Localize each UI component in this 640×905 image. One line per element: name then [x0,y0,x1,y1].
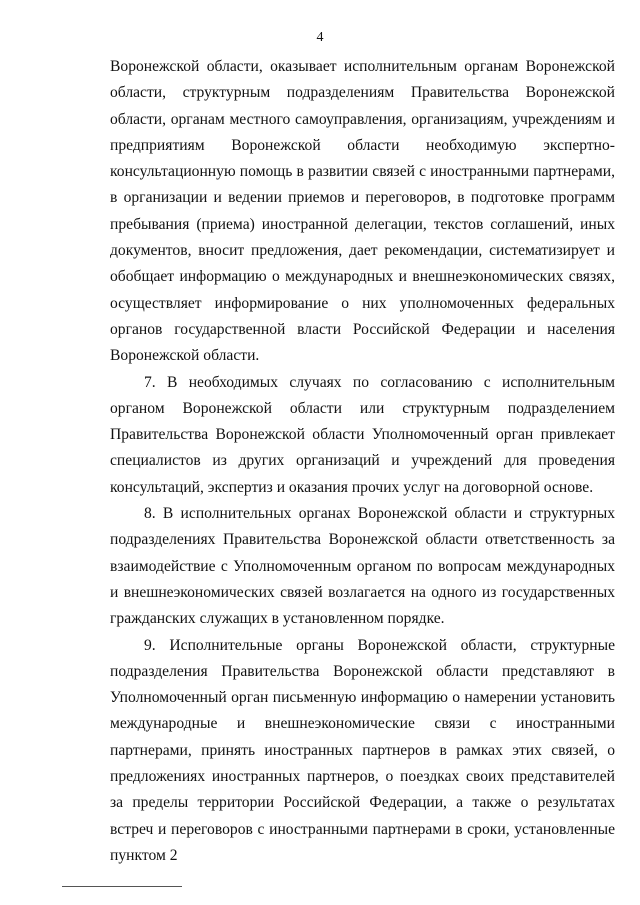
paragraph-item-7: 7. В необходимых случаях по согласованию с исполнительным органом Воронежской области или структурным подразделением Правительства Воронежской области Уполномоченный орган привлекает специалистов из других организаций и учреждений для проведения консультаций, экспертиз и оказания прочих услуг на договорной основе. [110,373,615,496]
paragraph-item-8: 8. В исполнительных органах Воронежской области и структурных подразделениях Правительства Воронежской области ответственность за взаимодействие с Уполномоченным органом по вопросам международных и внешнеэкономических связей возлагается на одного из государственных гражданских служащих в установленном порядке. [110,505,615,628]
paragraph-item-9: 9. Исполнительные органы Воронежской области, структурные подразделения Правительства Воронежской области представляют в Уполномоченный орган письменную информацию о намерении установить международные и внешнеэкономические связи с иностранными партнерами, принять иностранных партнеров в рамках этих связей, о предложениях иностранных партнеров, о поездках своих представителей за пределы территории Российской Федерации, а также о результатах встреч и переговоров с иностранными партнерами в сроки, установленные пунктом 2 [110,636,615,864]
paragraph-continuation: Воронежской области, оказывает исполнительным органам Воронежской области, структурным подразделениям Правительства Воронежской области, органам местного самоуправления, организациям, учреждениям и предприятиям Воронежской области необходимую экспертно-консультационную помощь в развитии связей с иностранными партнерами, в организации и ведении приемов и переговоров, в подготовке программ пребывания (приема) иностранной делегации, текстов соглашений, иных документов, вносит предложения, дает рекомендации, систематизирует и обобщает информацию о международных и внешнеэкономических связях, осуществляет информирование о них уполномоченных федеральных органов государственной власти Российской Федерации и населения Воронежской области. [110,58,615,365]
footer-divider [62,886,182,887]
page-number: 4 [316,30,324,45]
document-body [110,54,615,869]
